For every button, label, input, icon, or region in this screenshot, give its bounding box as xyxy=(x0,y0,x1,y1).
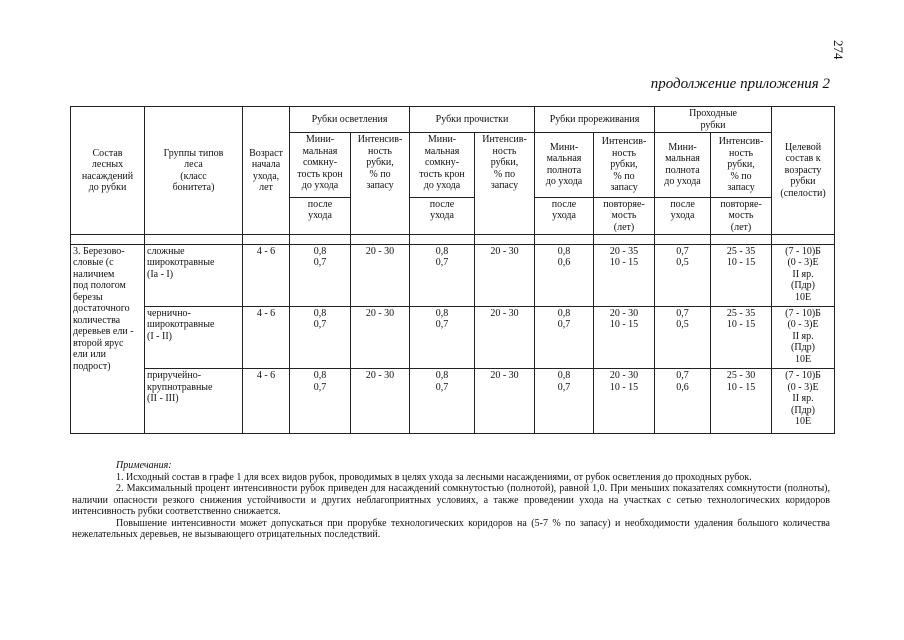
cell-line: Интенсив- xyxy=(601,136,647,148)
cell-line: 0,8 xyxy=(557,245,571,257)
cell-line: лесных xyxy=(91,159,124,171)
cell-line: 0,8 xyxy=(435,307,449,319)
cell-line: повторяе- xyxy=(603,198,645,210)
cell-line: рубки, xyxy=(490,157,519,169)
cell-line: лет xyxy=(259,182,273,194)
cell-line: 0,6 xyxy=(557,257,571,269)
cell-pass-density xyxy=(655,244,711,306)
cell-line: Мини- xyxy=(427,134,457,146)
cell-line: количества xyxy=(73,314,121,326)
cell-line: Мини- xyxy=(305,134,335,146)
cell-line: 0,7 xyxy=(435,381,449,393)
note-item: 1. Исходный состав в графе 1 для всех видов рубок, проводимых в целях ухода за лесными насаждениями, от рубок осветления до проходных рубок. xyxy=(116,471,752,483)
cell-line: % по xyxy=(493,168,516,180)
cell-line: широкотравные xyxy=(147,319,215,331)
cell-clean-intensity: 20 - 30 xyxy=(475,369,535,434)
cell-line: (спелости) xyxy=(780,187,826,199)
cell-thin-intensity xyxy=(594,244,655,306)
cell-line: Состав xyxy=(92,147,123,159)
cell-group xyxy=(145,244,243,306)
cell-line: (класс xyxy=(180,170,207,182)
cell-line: сложные xyxy=(147,245,185,257)
header-thin-intensity xyxy=(594,133,655,197)
cell-line: II яр. xyxy=(792,393,814,405)
cell-line: ность xyxy=(368,145,392,157)
cell-line: ность xyxy=(729,147,754,159)
cell-line: 0,7 xyxy=(313,381,327,393)
cell-line: 0,7 xyxy=(557,381,571,393)
cell-target xyxy=(772,306,835,368)
cell-line: (7 - 10)Б xyxy=(785,245,821,257)
cell-line: (лет) xyxy=(730,221,752,233)
table-row xyxy=(71,369,835,434)
cell-line: Мини- xyxy=(549,141,579,153)
cell-thin-intensity xyxy=(594,369,655,434)
header-pass-density xyxy=(655,133,711,197)
cell-line: 0,7 xyxy=(435,257,449,269)
cell-line: запасу xyxy=(366,180,394,192)
cell-line: крупнотравные xyxy=(147,381,213,393)
cell-pass-intensity xyxy=(711,244,772,306)
cell-line: 0,7 xyxy=(676,245,689,257)
cell-line: Мини- xyxy=(668,141,697,153)
cell-thin-density xyxy=(535,306,594,368)
header-clean-after xyxy=(410,197,475,235)
cell-line: (0 - 3)Е xyxy=(787,319,819,331)
cell-line: 0,8 xyxy=(557,370,571,382)
table-row xyxy=(71,306,835,368)
cell-line: ухода xyxy=(670,210,695,222)
cell-line: 10 - 15 xyxy=(726,319,756,331)
cell-line: Интенсив- xyxy=(357,134,403,146)
cell-line: бонитета) xyxy=(172,182,215,194)
cell-line: повторяе- xyxy=(720,198,762,210)
cell-age: 4 - 6 xyxy=(243,369,290,434)
cell-line: II яр. xyxy=(792,330,814,342)
cell-line: после xyxy=(551,198,577,210)
cell-line: (Пдр) xyxy=(791,280,816,292)
cell-line: запасу xyxy=(610,182,638,194)
cell-line: рубки, xyxy=(366,157,394,169)
cell-line: 0,7 xyxy=(676,307,689,319)
header-cut-light: Рубки осветления xyxy=(290,107,410,133)
header-composition xyxy=(71,107,145,235)
cell-line: рубки xyxy=(790,176,816,188)
cell-clean-closure xyxy=(410,244,475,306)
cell-line: ность xyxy=(612,147,637,159)
note-item: Повышение интенсивности может допускаться при прорубке технологических коридоров на (5-7 % по запасу) и необходимости удаления большого количества нежелательных деревьев, не вызывающего отрицательных последствий. xyxy=(72,517,830,540)
cell-line: ели или xyxy=(73,349,106,361)
cell-line: широкотравные xyxy=(147,257,215,269)
cell-line: мость xyxy=(728,210,754,222)
cell-line: (0 - 3)Е xyxy=(787,381,819,393)
cell-line: мальная xyxy=(546,153,582,165)
header-pass-intensity xyxy=(711,133,772,197)
cell-line: ухода xyxy=(552,210,576,222)
cell-line: II яр. xyxy=(792,268,814,280)
cell-line: 20 - 30 xyxy=(609,307,639,319)
cell-line: мальная xyxy=(424,145,460,157)
cell-line: 20 - 35 xyxy=(609,245,639,257)
cell-line: 0,8 xyxy=(435,370,449,382)
cell-line: % по xyxy=(730,170,752,182)
cell-line: мальная xyxy=(665,153,700,165)
cell-line: ность xyxy=(492,145,517,157)
cell-line: словые (с xyxy=(73,257,114,269)
cell-line: после xyxy=(307,198,333,210)
forest-care-table xyxy=(70,106,835,434)
cell-line: мость xyxy=(611,210,637,222)
cell-line: начала xyxy=(251,159,281,171)
cell-line: 0,7 xyxy=(676,370,689,382)
cell-line: возрасту xyxy=(784,164,822,176)
cell-line: 10 - 15 xyxy=(609,257,639,269)
header-age xyxy=(243,107,290,235)
note-item: 2. Максимальный процент интенсивности рубок приведен для насаждений сомкнутостью (полнотой), равной 1,0. При меньших показателях сомкнутости (полноты), наличии опасности резкого снижения устойчивости и других неблагоприятных условиях, а также проведении ухода на участках с сетью технологических коридоров интенсивность рубки соответственно снижается. xyxy=(72,483,830,517)
cell-line: леса xyxy=(184,159,203,171)
cell-line: после xyxy=(429,198,455,210)
page-number: 274 xyxy=(831,40,846,60)
header-pass-after xyxy=(655,197,711,235)
cell-line: 10Е xyxy=(794,353,812,365)
cell-line: 10 - 15 xyxy=(609,381,639,393)
cell-line: под пологом xyxy=(73,280,126,292)
cell-line: деревьев ели - xyxy=(73,326,134,338)
cell-line: (Пдр) xyxy=(791,404,816,416)
continuation-heading: продолжение приложения 2 xyxy=(650,76,830,92)
cell-line: 20 - 30 xyxy=(609,370,639,382)
cell-line: 25 - 30 xyxy=(726,370,756,382)
cell-thin-intensity xyxy=(594,306,655,368)
cell-line: 10 - 15 xyxy=(609,319,639,331)
header-clean-intensity xyxy=(475,133,535,235)
header-target xyxy=(772,107,835,235)
cell-line: 25 - 35 xyxy=(726,245,756,257)
cell-line: 0,5 xyxy=(676,257,689,269)
cell-line: Целевой xyxy=(784,141,822,153)
cell-age: 4 - 6 xyxy=(243,244,290,306)
cell-line: до ухода xyxy=(664,176,701,188)
notes-section xyxy=(72,460,830,541)
cell-line: рубки xyxy=(700,119,726,131)
cell-line: Проходные xyxy=(689,108,737,120)
cell-line: березы xyxy=(73,291,103,303)
cell-line: до ухода xyxy=(545,176,583,188)
cell-line: 3. Березово- xyxy=(73,245,125,257)
cell-line: второй ярус xyxy=(73,337,124,349)
header-clean-closure xyxy=(410,133,475,197)
header-forest-groups xyxy=(145,107,243,235)
cell-target xyxy=(772,369,835,434)
cell-line: Возраст xyxy=(249,147,283,159)
cell-line: 0,8 xyxy=(557,307,571,319)
header-thin-density xyxy=(535,133,594,197)
cell-age: 4 - 6 xyxy=(243,306,290,368)
cell-line: полнота xyxy=(546,164,582,176)
cell-line: 0,7 xyxy=(313,257,327,269)
cell-light-closure xyxy=(290,306,351,368)
cell-clean-intensity: 20 - 30 xyxy=(475,244,535,306)
cell-line: запасу xyxy=(490,180,519,192)
cell-line: приручейно- xyxy=(147,370,202,382)
cell-line: 0,7 xyxy=(557,319,571,331)
header-light-after xyxy=(290,197,351,235)
cell-line: после xyxy=(670,198,695,210)
cell-line: 0,8 xyxy=(435,245,449,257)
cell-line: (7 - 10)Б xyxy=(785,307,821,319)
header-cut-thin: Рубки прореживания xyxy=(535,107,655,133)
cell-line: 10Е xyxy=(794,416,812,428)
cell-line: 0,6 xyxy=(676,381,689,393)
cell-clean-closure xyxy=(410,306,475,368)
cell-line: рубки, xyxy=(610,159,638,171)
notes-title: Примечания: xyxy=(116,460,172,471)
cell-line: (I - II) xyxy=(147,330,172,342)
table-row xyxy=(71,244,835,306)
cell-line: Интенсив- xyxy=(718,136,764,148)
cell-line: ухода xyxy=(308,210,332,222)
header-thin-repeat xyxy=(594,197,655,235)
cell-line: тость крон xyxy=(297,168,343,180)
cell-line: ухода, xyxy=(252,170,280,182)
cell-line: чернично- xyxy=(147,307,191,319)
row-group-label xyxy=(71,244,145,433)
cell-line: Интенсив- xyxy=(482,134,527,146)
cell-line: до ухода xyxy=(423,180,461,192)
cell-line: (7 - 10)Б xyxy=(785,370,821,382)
cell-line: (лет) xyxy=(613,221,635,233)
cell-line: рубки, xyxy=(727,159,755,171)
cell-line: % по xyxy=(613,170,635,182)
cell-pass-density xyxy=(655,306,711,368)
cell-clean-closure xyxy=(410,369,475,434)
cell-thin-density xyxy=(535,244,594,306)
cell-group xyxy=(145,369,243,434)
cell-line: подрост) xyxy=(73,360,111,372)
cell-line: наличием xyxy=(73,268,115,280)
cell-line: полнота xyxy=(665,164,700,176)
header-cut-clean: Рубки прочистки xyxy=(410,107,535,133)
cell-line: (II - III) xyxy=(147,393,179,405)
cell-line: тость крон xyxy=(419,168,465,180)
cell-line: 0,5 xyxy=(676,319,689,331)
cell-line: 0,8 xyxy=(313,370,327,382)
cell-line: 25 - 35 xyxy=(726,307,756,319)
cell-group xyxy=(145,306,243,368)
cell-light-intensity: 20 - 30 xyxy=(351,369,410,434)
cell-light-closure xyxy=(290,369,351,434)
cell-line: 10 - 15 xyxy=(726,257,756,269)
cell-thin-density xyxy=(535,369,594,434)
cell-line: мальная xyxy=(302,145,338,157)
cell-pass-intensity xyxy=(711,306,772,368)
header-pass-repeat xyxy=(711,197,772,235)
header-light-closure xyxy=(290,133,351,197)
cell-pass-density xyxy=(655,369,711,434)
cell-line: % по xyxy=(369,168,391,180)
header-cut-pass xyxy=(655,107,772,133)
cell-line: сомкну- xyxy=(424,157,460,169)
cell-line: состав к xyxy=(785,153,821,165)
cell-line: 0,8 xyxy=(313,307,327,319)
cell-line: 0,7 xyxy=(313,319,327,331)
cell-line: (Пдр) xyxy=(791,342,816,354)
cell-line: Группы типов xyxy=(163,147,224,159)
cell-light-intensity: 20 - 30 xyxy=(351,306,410,368)
cell-line: (0 - 3)Е xyxy=(787,257,819,269)
header-light-intensity xyxy=(351,133,410,235)
cell-line: сомкну- xyxy=(302,157,338,169)
cell-line: 0,8 xyxy=(313,245,327,257)
cell-line: запасу xyxy=(727,182,755,194)
cell-light-intensity: 20 - 30 xyxy=(351,244,410,306)
cell-pass-intensity xyxy=(711,369,772,434)
cell-target xyxy=(772,244,835,306)
cell-line: 10 - 15 xyxy=(726,381,756,393)
cell-line: до рубки xyxy=(88,182,127,194)
cell-line: 10Е xyxy=(794,291,812,303)
cell-line: до ухода xyxy=(301,180,339,192)
cell-clean-intensity: 20 - 30 xyxy=(475,306,535,368)
cell-line: ухода xyxy=(430,210,454,222)
cell-line: (Ia - I) xyxy=(147,268,174,280)
header-thin-after xyxy=(535,197,594,235)
cell-line: 0,7 xyxy=(435,319,449,331)
cell-line: достаточного xyxy=(73,303,130,315)
spacer-row xyxy=(71,235,835,244)
cell-line: насаждений xyxy=(81,170,134,182)
cell-light-closure xyxy=(290,244,351,306)
